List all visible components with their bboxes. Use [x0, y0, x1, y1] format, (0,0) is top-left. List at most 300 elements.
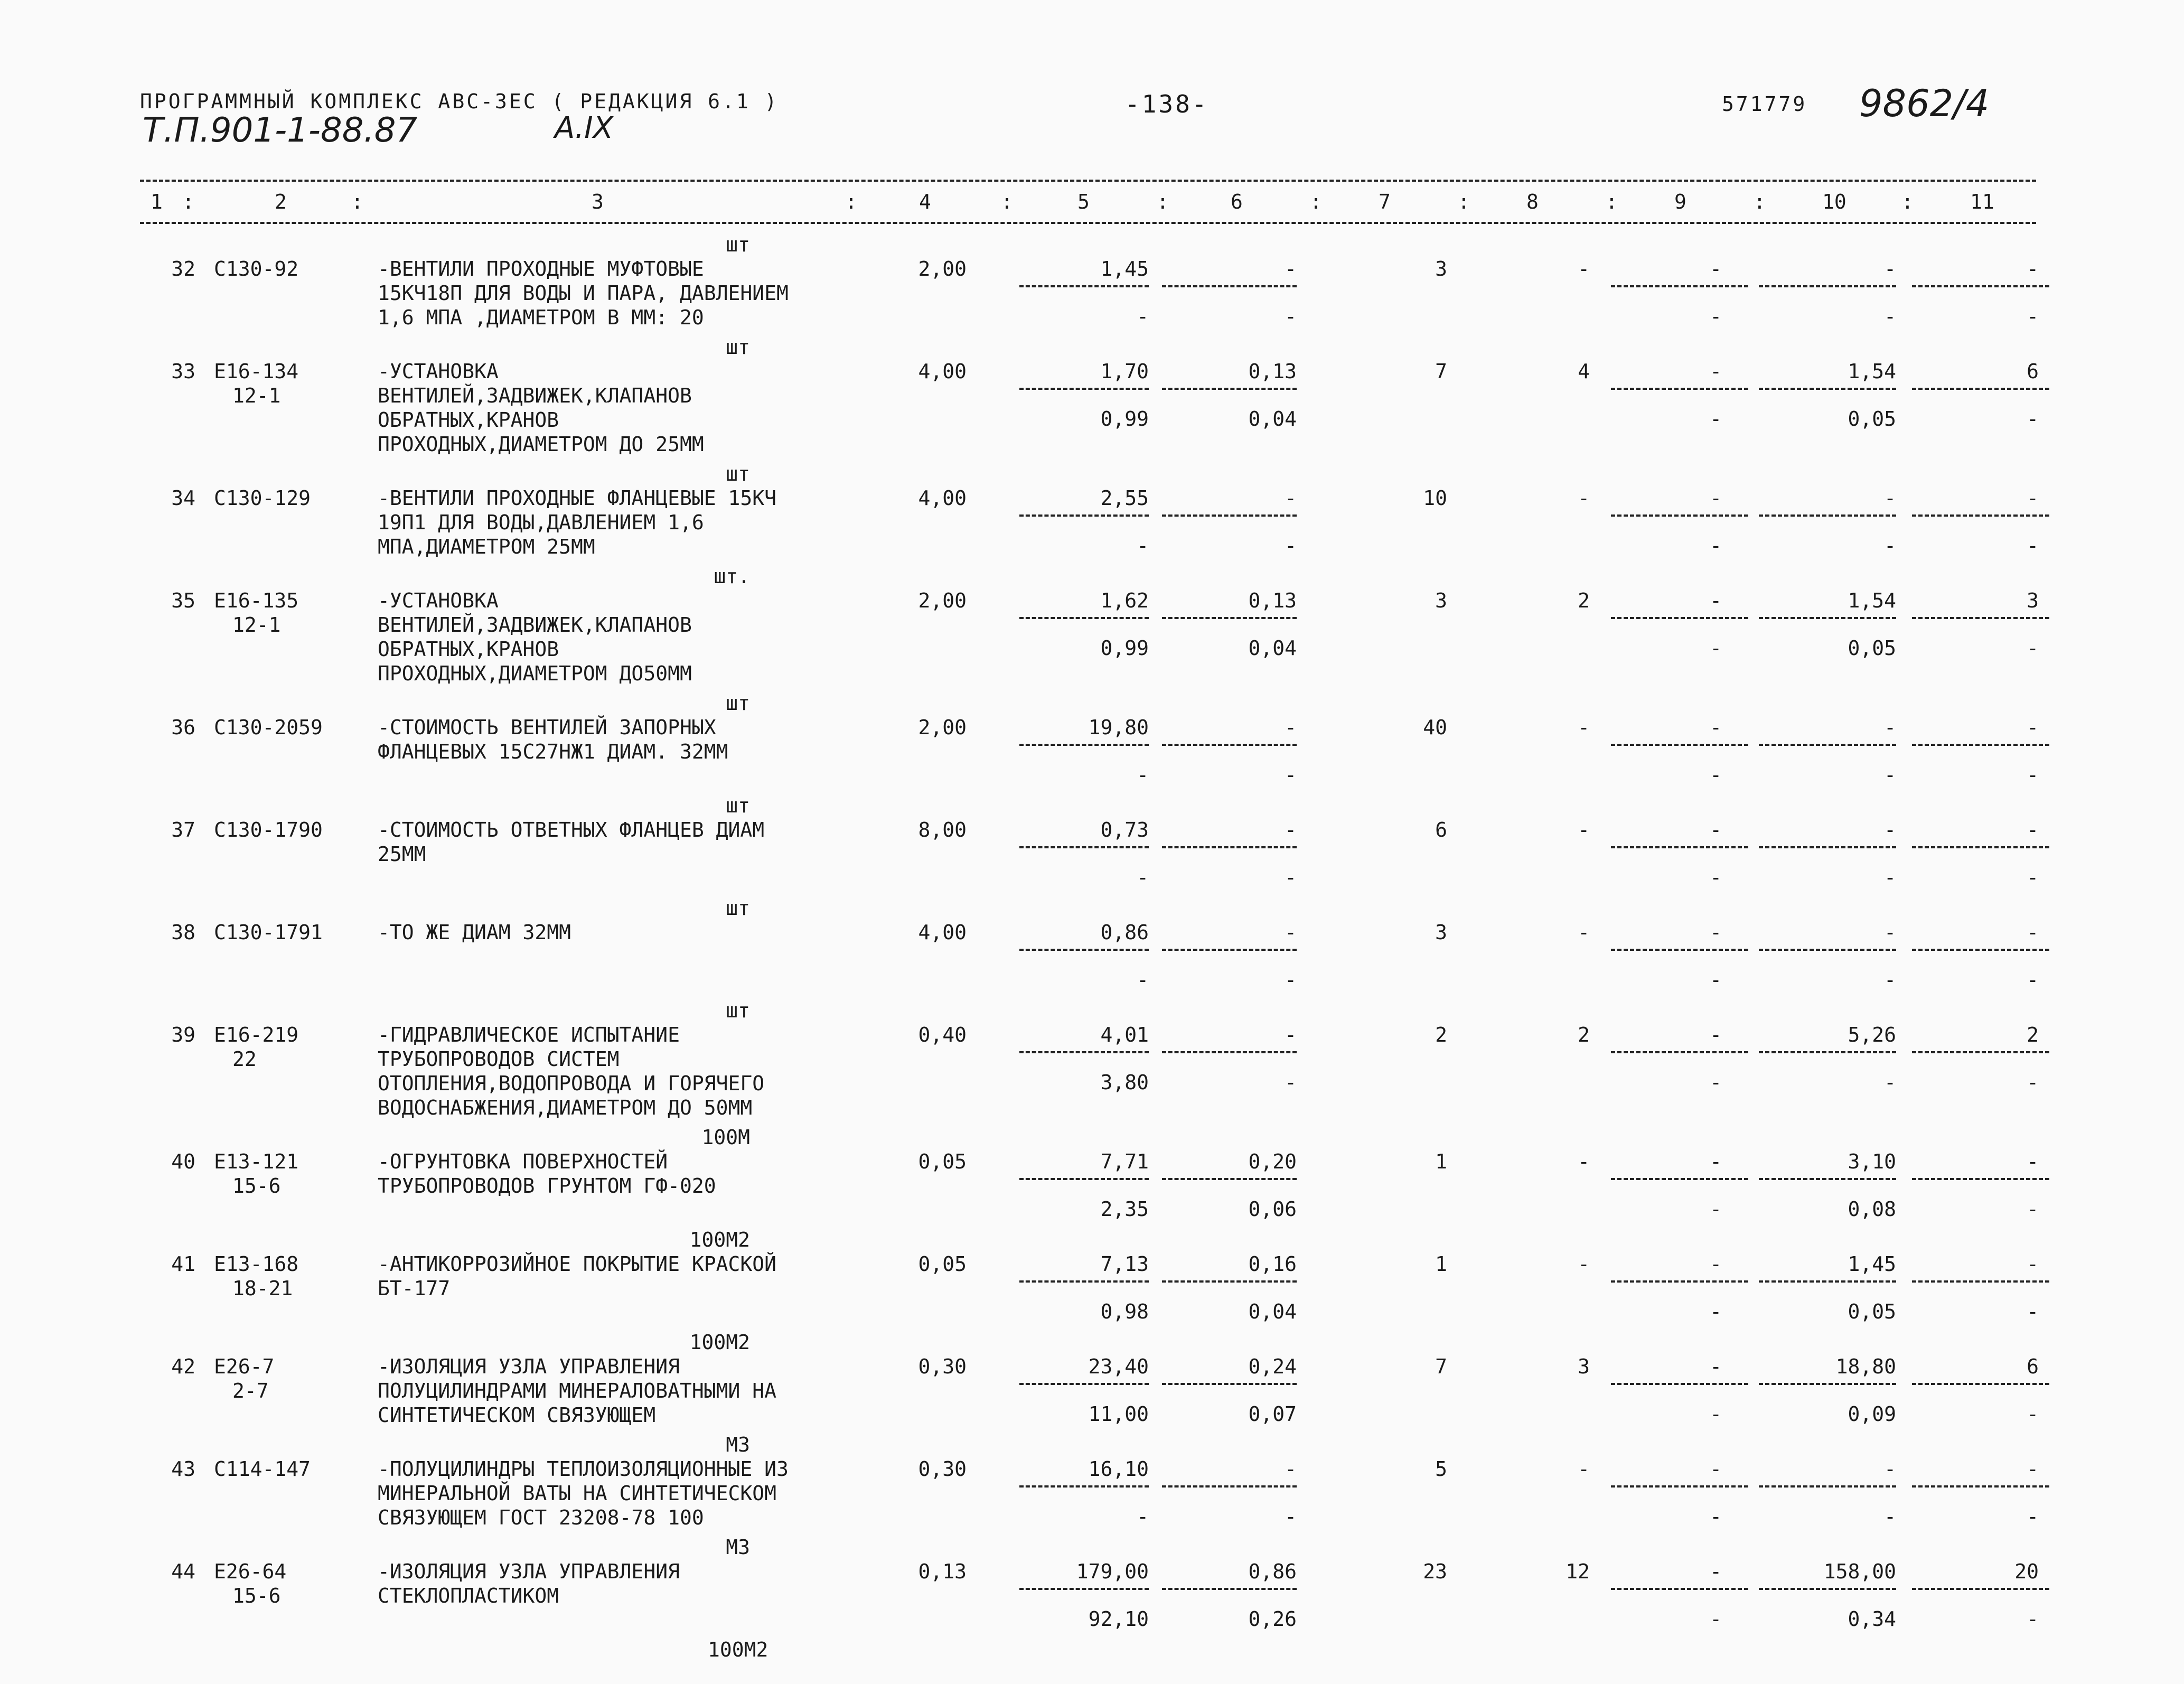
column-number-2: 2 — [275, 190, 287, 213]
value-c5: 4,01 — [1100, 1023, 1149, 1046]
unit-label: 100М2 — [689, 1331, 750, 1354]
column-number-6: 6 — [1231, 190, 1243, 213]
unit-label: 100М2 — [689, 1228, 750, 1251]
rate-code: Е26-7 — [214, 1355, 275, 1378]
value-c10-lower: - — [1884, 1505, 1896, 1528]
value-c7: 40 — [1423, 716, 1447, 739]
column-number-9: 9 — [1674, 190, 1686, 213]
value-c11: 20 — [2014, 1560, 2039, 1583]
value-c8: 2 — [1578, 589, 1590, 612]
value-c11-lower: - — [2027, 763, 2039, 787]
value-c4: 0,05 — [918, 1150, 967, 1173]
value-c6: - — [1285, 1023, 1297, 1046]
work-description: -ВЕНТИЛИ ПРОХОДНЫЕ МУФТОВЫЕ 15КЧ18П ДЛЯ ВОДЫ И ПАРА, ДАВЛЕНИЕМ 1,6 МПА ,ДИАМЕТРОМ В ММ: 20 — [378, 257, 789, 329]
column-number-11: 11 — [1970, 190, 1994, 213]
fraction-line — [1759, 744, 1896, 746]
value-c11: - — [2027, 1150, 2039, 1173]
rate-code-sub: 15-6 — [232, 1174, 281, 1197]
column-separator: : — [1754, 190, 1766, 213]
fraction-line — [1019, 617, 1149, 619]
value-c11: - — [2027, 921, 2039, 944]
fraction-line — [1912, 285, 2049, 287]
value-c10: - — [1884, 1457, 1896, 1481]
rate-code: Е16-219 — [214, 1023, 299, 1046]
value-c11-lower: - — [2027, 1402, 2039, 1426]
fraction-line — [1162, 1178, 1297, 1180]
fraction-line — [1759, 1280, 1896, 1283]
value-c6-lower: 0,07 — [1248, 1402, 1297, 1426]
value-c9: - — [1710, 1355, 1722, 1378]
value-c9-lower: - — [1710, 1402, 1722, 1426]
fraction-line — [1611, 514, 1748, 517]
estimate-row — [0, 691, 2184, 793]
estimate-row — [0, 1535, 2184, 1638]
value-c8: 4 — [1578, 360, 1590, 383]
work-description: -УСТАНОВКА ВЕНТИЛЕЙ,ЗАДВИЖЕК,КЛАПАНОВ ОБРАТНЫХ,КРАНОВ ПРОХОДНЫХ,ДИАМЕТРОМ ДО50ММ — [378, 589, 692, 685]
rate-code-sub: 22 — [232, 1047, 257, 1071]
value-c7: 7 — [1435, 1355, 1447, 1378]
fraction-line — [1912, 514, 2049, 517]
estimate-row — [0, 335, 2184, 462]
fraction-line — [1162, 949, 1297, 951]
value-c11: - — [2027, 1252, 2039, 1276]
value-c5: 1,70 — [1100, 360, 1149, 383]
value-c11: 6 — [2027, 360, 2039, 383]
value-c7: 3 — [1435, 921, 1447, 944]
value-c6: - — [1285, 921, 1297, 944]
value-c6: - — [1285, 818, 1297, 841]
fraction-line — [1019, 285, 1149, 287]
fraction-line — [1019, 846, 1149, 848]
work-description: -ГИДРАВЛИЧЕСКОЕ ИСПЫТАНИЕ ТРУБОПРОВОДОВ СИСТЕМ ОТОПЛЕНИЯ,ВОДОПРОВОДА И ГОРЯЧЕГО ВОДОСНАБЖЕНИЯ,ДИАМЕТРОМ ДО 50ММ — [378, 1023, 765, 1119]
rate-code: С114-147 — [214, 1457, 311, 1481]
fraction-line — [1912, 1178, 2049, 1180]
value-c5: 0,73 — [1100, 818, 1149, 841]
value-c6: 0,13 — [1248, 360, 1297, 383]
unit-label: шт — [726, 335, 750, 359]
estimate-rows — [0, 232, 2184, 1662]
value-c10-lower: 0,34 — [1848, 1607, 1896, 1631]
value-c4: 8,00 — [918, 818, 967, 841]
rate-code: Е26-64 — [214, 1560, 287, 1583]
value-c10: 1,45 — [1848, 1252, 1896, 1276]
page-number: -138- — [1125, 90, 1209, 118]
value-c4: 0,30 — [918, 1355, 967, 1378]
value-c10-lower: 0,05 — [1848, 637, 1896, 660]
fraction-line — [1611, 1485, 1748, 1487]
fraction-line — [1611, 1280, 1748, 1283]
value-c5: 23,40 — [1088, 1355, 1149, 1378]
value-c5: 179,00 — [1076, 1560, 1149, 1583]
value-c5: 16,10 — [1088, 1457, 1149, 1481]
fraction-line — [1759, 388, 1896, 390]
value-c9-lower: - — [1710, 1071, 1722, 1094]
value-c11-lower: - — [2027, 1607, 2039, 1631]
value-c4: 2,00 — [918, 716, 967, 739]
work-description: -АНТИКОРРОЗИЙНОЕ ПОКРЫТИЕ КРАСКОЙ БТ-177 — [378, 1252, 776, 1300]
value-c7: 1 — [1435, 1252, 1447, 1276]
value-c9: - — [1710, 716, 1722, 739]
fraction-line — [1162, 285, 1297, 287]
work-description: -ВЕНТИЛИ ПРОХОДНЫЕ ФЛАНЦЕВЫЕ 15КЧ 19П1 ДЛЯ ВОДЫ,ДАВЛЕНИЕМ 1,6 МПА,ДИАМЕТРОМ 25ММ — [378, 487, 776, 558]
value-c5: 7,71 — [1100, 1150, 1149, 1173]
fraction-line — [1912, 846, 2049, 848]
estimate-row — [0, 1228, 2184, 1330]
row-number: 36 — [171, 716, 195, 739]
fraction-line — [1912, 1588, 2049, 1590]
value-c10: 5,26 — [1848, 1023, 1896, 1046]
fraction-line — [1162, 846, 1297, 848]
value-c10: 18,80 — [1835, 1355, 1896, 1378]
rate-code: С130-129 — [214, 487, 311, 510]
value-c10-lower: - — [1884, 534, 1896, 557]
column-separator: : — [1901, 190, 1914, 213]
fraction-line — [1019, 1051, 1149, 1053]
value-c6: 0,24 — [1248, 1355, 1297, 1378]
value-c11-lower: - — [2027, 637, 2039, 660]
value-c6: 0,16 — [1248, 1252, 1297, 1276]
fraction-line — [1019, 514, 1149, 517]
rate-code-sub: 15-6 — [232, 1584, 281, 1607]
value-c5: 1,62 — [1100, 589, 1149, 612]
unit-label: шт — [726, 462, 750, 485]
value-c8: - — [1578, 257, 1590, 280]
rate-code: С130-1790 — [214, 818, 323, 841]
value-c8: - — [1578, 818, 1590, 841]
document-code: 571779 — [1722, 92, 1807, 116]
value-c10-lower: 0,05 — [1848, 407, 1896, 431]
fraction-line — [1162, 1485, 1297, 1487]
value-c6-lower: - — [1285, 866, 1297, 889]
value-c7: 6 — [1435, 818, 1447, 841]
value-c10: - — [1884, 487, 1896, 510]
value-c11-lower: - — [2027, 407, 2039, 431]
estimate-row — [0, 793, 2184, 896]
column-separator: : — [351, 190, 363, 213]
value-c4: 4,00 — [918, 360, 967, 383]
value-c10-lower: 0,05 — [1848, 1300, 1896, 1323]
value-c4: 4,00 — [918, 487, 967, 510]
fraction-line — [1019, 1383, 1149, 1385]
fraction-line — [1611, 1383, 1748, 1385]
column-number-3: 3 — [592, 190, 604, 213]
work-description: -ТО ЖЕ ДИАМ 32ММ — [378, 921, 571, 944]
value-c8: - — [1578, 1252, 1590, 1276]
value-c5-lower: - — [1137, 763, 1149, 787]
value-c9: - — [1710, 589, 1722, 612]
value-c8: - — [1578, 921, 1590, 944]
value-c11-lower: - — [2027, 1300, 2039, 1323]
value-c6-lower: 0,04 — [1248, 637, 1297, 660]
value-c10: - — [1884, 818, 1896, 841]
value-c9-lower: - — [1710, 968, 1722, 991]
value-c11: - — [2027, 487, 2039, 510]
value-c4: 4,00 — [918, 921, 967, 944]
value-c9-lower: - — [1710, 866, 1722, 889]
value-c7: 23 — [1423, 1560, 1447, 1583]
unit-label: шт — [726, 896, 750, 920]
value-c9: - — [1710, 360, 1722, 383]
column-number-10: 10 — [1822, 190, 1846, 213]
value-c9-lower: - — [1710, 534, 1722, 557]
value-c6: - — [1285, 487, 1297, 510]
estimate-row — [0, 1433, 2184, 1535]
estimate-row — [0, 232, 2184, 335]
value-c10-lower: - — [1884, 763, 1896, 787]
fraction-line — [1611, 846, 1748, 848]
value-c5: 2,55 — [1100, 487, 1149, 510]
value-c4: 2,00 — [918, 257, 967, 280]
row-number: 33 — [171, 360, 195, 383]
value-c9: - — [1710, 1457, 1722, 1481]
value-c8: - — [1578, 487, 1590, 510]
value-c6-lower: - — [1285, 305, 1297, 328]
column-separator: : — [182, 190, 194, 213]
work-description: -ПОЛУЦИЛИНДРЫ ТЕПЛОИЗОЛЯЦИОННЫЕ ИЗ МИНЕРАЛЬНОЙ ВАТЫ НА СИНТЕТИЧЕСКОМ СВЯЗУЮЩЕМ ГОСТ 23208-78 100 — [378, 1457, 789, 1529]
value-c7: 7 — [1435, 360, 1447, 383]
unit-label: шт — [726, 691, 750, 715]
value-c6-lower: - — [1285, 968, 1297, 991]
estimate-row — [0, 462, 2184, 564]
value-c10-lower: - — [1884, 1071, 1896, 1094]
column-number-8: 8 — [1526, 190, 1539, 213]
rate-code: С130-1791 — [214, 921, 323, 944]
fraction-line — [1162, 514, 1297, 517]
fraction-line — [1759, 1051, 1896, 1053]
column-separator: : — [1310, 190, 1322, 213]
fraction-line — [1912, 949, 2049, 951]
fraction-line — [1611, 1178, 1748, 1180]
value-c5: 7,13 — [1100, 1252, 1149, 1276]
rate-code: С130-92 — [214, 257, 299, 280]
value-c5-lower: - — [1137, 968, 1149, 991]
rate-code: Е13-121 — [214, 1150, 299, 1173]
rate-code: Е16-134 — [214, 360, 299, 383]
value-c11: 3 — [2027, 589, 2039, 612]
value-c7: 2 — [1435, 1023, 1447, 1046]
row-number: 43 — [171, 1457, 195, 1481]
fraction-line — [1611, 1588, 1748, 1590]
fraction-line — [1019, 949, 1149, 951]
value-c8: - — [1578, 1150, 1590, 1173]
row-number: 42 — [171, 1355, 195, 1378]
fraction-line — [1912, 744, 2049, 746]
value-c6-lower: 0,04 — [1248, 407, 1297, 431]
value-c6-lower: - — [1285, 1505, 1297, 1528]
row-number: 34 — [171, 487, 195, 510]
fraction-line — [1162, 617, 1297, 619]
footer-unit-label: 100М2 — [708, 1638, 768, 1661]
value-c8: - — [1578, 716, 1590, 739]
value-c11: - — [2027, 716, 2039, 739]
value-c8: 3 — [1578, 1355, 1590, 1378]
estimate-row — [0, 564, 2184, 691]
fraction-line — [1759, 617, 1896, 619]
rate-code: С130-2059 — [214, 716, 323, 739]
value-c5-lower: 11,00 — [1088, 1402, 1149, 1426]
row-number: 37 — [171, 818, 195, 841]
value-c11-lower: - — [2027, 1197, 2039, 1221]
value-c11-lower: - — [2027, 968, 2039, 991]
fraction-line — [1162, 744, 1297, 746]
fraction-line — [1019, 1588, 1149, 1590]
value-c4: 0,40 — [918, 1023, 967, 1046]
column-number-1: 1 — [151, 190, 163, 213]
unit-label: шт. — [714, 565, 750, 588]
value-c11: - — [2027, 1457, 2039, 1481]
rate-code: Е13-168 — [214, 1252, 299, 1276]
fraction-line — [1162, 1383, 1297, 1385]
value-c6-lower: - — [1285, 1071, 1297, 1094]
handwritten-project-ref: Т.П.901-1-88.87 — [143, 111, 418, 150]
value-c10-lower: 0,08 — [1848, 1197, 1896, 1221]
value-c11: 6 — [2027, 1355, 2039, 1378]
row-number: 35 — [171, 589, 195, 612]
value-c9-lower: - — [1710, 1505, 1722, 1528]
fraction-line — [1759, 1588, 1896, 1590]
value-c7: 10 — [1423, 487, 1447, 510]
value-c9-lower: - — [1710, 763, 1722, 787]
fraction-line — [1759, 1485, 1896, 1487]
fraction-line — [1162, 1280, 1297, 1283]
fraction-line — [1611, 617, 1748, 619]
value-c6: - — [1285, 716, 1297, 739]
work-description: -ИЗОЛЯЦИЯ УЗЛА УПРАВЛЕНИЯ СТЕКЛОПЛАСТИКОМ — [378, 1560, 680, 1607]
value-c9: - — [1710, 1023, 1722, 1046]
value-c5-lower: 2,35 — [1100, 1197, 1149, 1221]
row-number: 38 — [171, 921, 195, 944]
value-c11: - — [2027, 257, 2039, 280]
row-number: 39 — [171, 1023, 195, 1046]
value-c6-lower: 0,06 — [1248, 1197, 1297, 1221]
value-c6: - — [1285, 1457, 1297, 1481]
value-c5: 1,45 — [1100, 257, 1149, 280]
handwritten-sheet: 9862/4 — [1859, 82, 1990, 125]
value-c5: 0,86 — [1100, 921, 1149, 944]
value-c9: - — [1710, 1150, 1722, 1173]
value-c7: 3 — [1435, 257, 1447, 280]
work-description: -СТОИМОСТЬ ОТВЕТНЫХ ФЛАНЦЕВ ДИАМ 25ММ — [378, 818, 765, 866]
value-c9: - — [1710, 921, 1722, 944]
row-number: 32 — [171, 257, 195, 280]
value-c11-lower: - — [2027, 1071, 2039, 1094]
column-separator: : — [1458, 190, 1470, 213]
work-description: -ОГРУНТОВКА ПОВЕРХНОСТЕЙ ТРУБОПРОВОДОВ ГРУНТОМ ГФ-020 — [378, 1150, 716, 1197]
value-c11: - — [2027, 818, 2039, 841]
value-c6: - — [1285, 257, 1297, 280]
estimate-row — [0, 998, 2184, 1125]
column-separator: : — [845, 190, 857, 213]
value-c6: 0,20 — [1248, 1150, 1297, 1173]
value-c11: 2 — [2027, 1023, 2039, 1046]
fraction-line — [1162, 1588, 1297, 1590]
handwritten-album: А.IX — [555, 111, 613, 145]
fraction-line — [1611, 1051, 1748, 1053]
unit-label: шт — [726, 794, 750, 817]
fraction-line — [1611, 285, 1748, 287]
value-c4: 0,30 — [918, 1457, 967, 1481]
program-header: ПРОГРАММНЫЙ КОМПЛЕКС АВС-3ЕС ( РЕДАКЦИЯ 6.1 ) — [140, 90, 779, 113]
fraction-line — [1912, 1280, 2049, 1283]
rate-code-sub: 2-7 — [232, 1379, 269, 1402]
rate-code-sub: 12-1 — [232, 613, 281, 637]
value-c10: - — [1884, 257, 1896, 280]
value-c10: 158,00 — [1823, 1560, 1896, 1583]
value-c10: 1,54 — [1848, 589, 1896, 612]
value-c5-lower: 3,80 — [1100, 1071, 1149, 1094]
fraction-line — [1912, 617, 2049, 619]
column-number-4: 4 — [919, 190, 931, 213]
fraction-line — [1912, 1383, 2049, 1385]
value-c11-lower: - — [2027, 1505, 2039, 1528]
fraction-line — [1912, 1051, 2049, 1053]
fraction-line — [1019, 1485, 1149, 1487]
value-c4: 0,05 — [918, 1252, 967, 1276]
value-c5-lower: - — [1137, 1505, 1149, 1528]
fraction-line — [1162, 1051, 1297, 1053]
fraction-line — [1611, 949, 1748, 951]
unit-label: М3 — [726, 1536, 750, 1559]
value-c9: - — [1710, 1560, 1722, 1583]
value-c9-lower: - — [1710, 1300, 1722, 1323]
column-header-rule — [140, 222, 2036, 224]
value-c6-lower: 0,04 — [1248, 1300, 1297, 1323]
value-c5-lower: - — [1137, 534, 1149, 557]
value-c11-lower: - — [2027, 534, 2039, 557]
value-c4: 0,13 — [918, 1560, 967, 1583]
value-c6-lower: 0,26 — [1248, 1607, 1297, 1631]
fraction-line — [1759, 846, 1896, 848]
value-c9: - — [1710, 818, 1722, 841]
value-c9-lower: - — [1710, 305, 1722, 328]
value-c9-lower: - — [1710, 1607, 1722, 1631]
value-c5-lower: - — [1137, 866, 1149, 889]
value-c6-lower: - — [1285, 763, 1297, 787]
rate-code: Е16-135 — [214, 589, 299, 612]
fraction-line — [1912, 1485, 2049, 1487]
value-c9-lower: - — [1710, 637, 1722, 660]
unit-label: шт — [726, 999, 750, 1022]
value-c5-lower: 0,98 — [1100, 1300, 1149, 1323]
fraction-line — [1759, 285, 1896, 287]
fraction-line — [1019, 388, 1149, 390]
estimate-row — [0, 896, 2184, 998]
value-c8: 12 — [1566, 1560, 1590, 1583]
work-description: -ИЗОЛЯЦИЯ УЗЛА УПРАВЛЕНИЯ ПОЛУЦИЛИНДРАМИ МИНЕРАЛОВАТНЫМИ НА СИНТЕТИЧЕСКОМ СВЯЗУЮЩЕМ — [378, 1355, 776, 1427]
value-c11-lower: - — [2027, 305, 2039, 328]
rate-code-sub: 18-21 — [232, 1277, 293, 1300]
column-separator: : — [1001, 190, 1013, 213]
value-c10-lower: - — [1884, 866, 1896, 889]
value-c7: 1 — [1435, 1150, 1447, 1173]
value-c5-lower: - — [1137, 305, 1149, 328]
value-c10: 1,54 — [1848, 360, 1896, 383]
value-c5-lower: 0,99 — [1100, 407, 1149, 431]
work-description: -СТОИМОСТЬ ВЕНТИЛЕЙ ЗАПОРНЫХ ФЛАНЦЕВЫХ 15С27НЖ1 ДИАМ. 32ММ — [378, 716, 728, 763]
fraction-line — [1019, 744, 1149, 746]
fraction-line — [1611, 388, 1748, 390]
value-c9: - — [1710, 487, 1722, 510]
fraction-line — [1912, 388, 2049, 390]
value-c5-lower: 92,10 — [1088, 1607, 1149, 1631]
fraction-line — [1019, 1178, 1149, 1180]
value-c11-lower: - — [2027, 866, 2039, 889]
value-c6: 0,13 — [1248, 589, 1297, 612]
unit-label: М3 — [726, 1433, 750, 1456]
value-c9-lower: - — [1710, 407, 1722, 431]
value-c5: 19,80 — [1088, 716, 1149, 739]
fraction-line — [1019, 1280, 1149, 1283]
